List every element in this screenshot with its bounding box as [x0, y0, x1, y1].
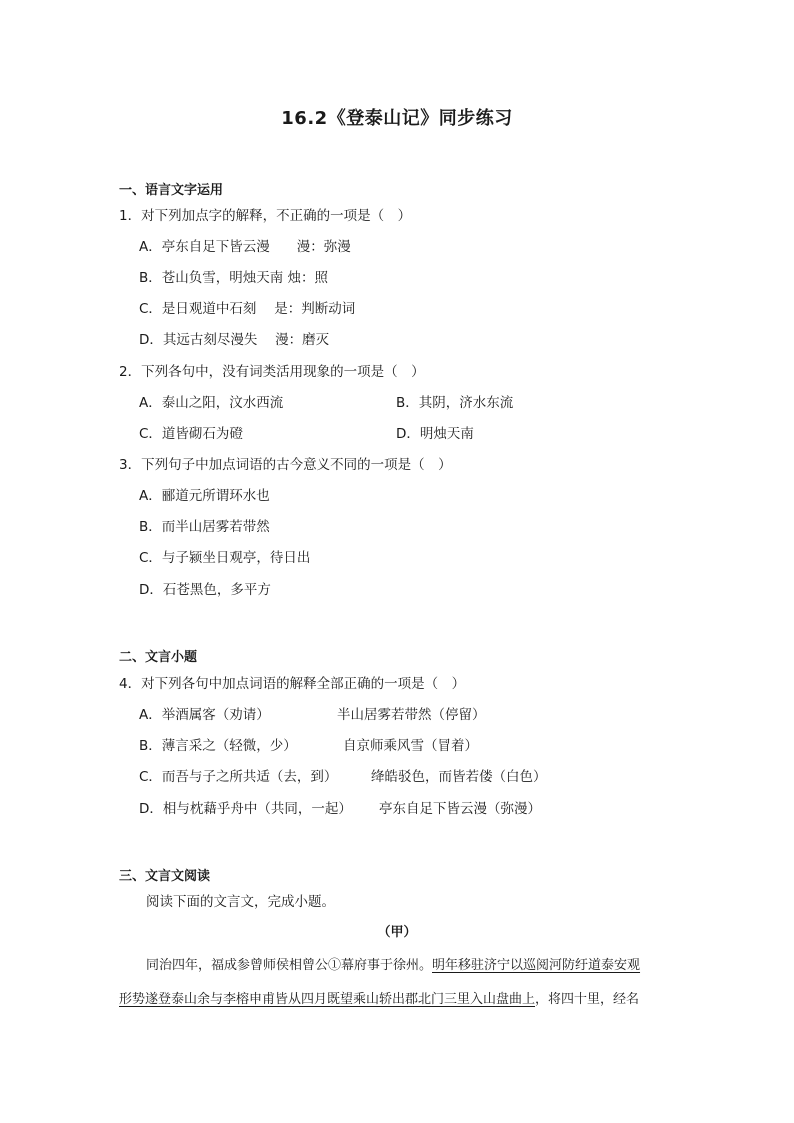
reading-intro: 阅读下面的文言文，完成小题。 [146, 894, 335, 910]
passage-line-2-text: ，将四十里，经名 [535, 992, 640, 1007]
passage-line-1-underlined: 明年移驻济宁以巡阅河防纡道泰安观 [432, 958, 641, 973]
question-1-stem: 1．对下列加点字的解释，不正确的一项是（ ） [119, 208, 412, 224]
question-1-option-d: D．其远古刻尽漫失 漫：磨灭 [139, 332, 330, 348]
question-4-stem: 4．对下列各句中加点词语的解释全部正确的一项是（ ） [119, 676, 466, 692]
section-heading-2: 二、文言小题 [119, 650, 198, 665]
question-4-option-a-1: A．举酒属客（劝请） [139, 707, 270, 723]
question-3-option-b: B．而半山居雾若带然 [139, 519, 270, 535]
question-1-option-b: B．苍山负雪，明烛天南 烛：照 [139, 270, 329, 286]
question-2-stem: 2．下列各句中，没有词类活用现象的一项是（ ） [119, 364, 425, 380]
question-3-option-a: A．郦道元所谓环水也 [139, 488, 270, 504]
question-2-option-b: B．其阴，济水东流 [396, 395, 514, 411]
question-2-option-d: D．明烛天南 [396, 426, 474, 442]
question-4-option-c-1: C．而吾与子之所共适（去，到） [139, 769, 338, 785]
question-2-option-c: C．道皆砌石为磴 [139, 426, 243, 442]
question-3-option-c: C．与子颍坐日观亭，待日出 [139, 550, 311, 566]
question-1-option-c: C．是日观道中石刻 是：判断动词 [139, 301, 356, 317]
passage-line-2-underlined: 形势遂登泰山余与李榕申甫皆从四月既望乘山轿出郡北门三里入山盘曲上 [119, 992, 536, 1007]
section-heading-3: 三、文言文阅读 [119, 869, 211, 884]
question-3-option-d: D．石苍黑色，多平方 [139, 582, 271, 598]
page-title: 16.2《登泰山记》同步练习 [281, 108, 513, 129]
question-4-option-c-2: 绛皓驳色，而皆若偻（白色） [371, 769, 547, 785]
question-4-option-d-2: 亭东自足下皆云漫（弥漫） [379, 801, 541, 817]
question-3-stem: 3．下列句子中加点词语的古今意义不同的一项是（ ） [119, 457, 452, 473]
passage-line-2 [119, 990, 639, 1010]
question-4-option-b-2: 自京师乘风雪（冒着） [343, 738, 478, 754]
question-1-option-a: A．亭东自足下皆云漫 漫：弥漫 [139, 239, 351, 255]
question-4-option-d-1: D．相与枕藉乎舟中（共同，一起） [139, 801, 352, 817]
passage-label-jia: （甲） [377, 925, 417, 940]
question-4-option-a-2: 半山居雾若带然（停留） [337, 707, 486, 723]
question-2-option-a: A．泰山之阳，汶水西流 [139, 395, 284, 411]
section-heading-1: 一、语言文字运用 [119, 183, 224, 198]
passage-line-1-text: 同治四年，福成参曾师侯相曾公①幕府事于徐州。 [146, 958, 433, 973]
passage-line-1 [146, 956, 640, 976]
question-4-option-b-1: B．薄言采之（轻微，少） [139, 738, 297, 754]
